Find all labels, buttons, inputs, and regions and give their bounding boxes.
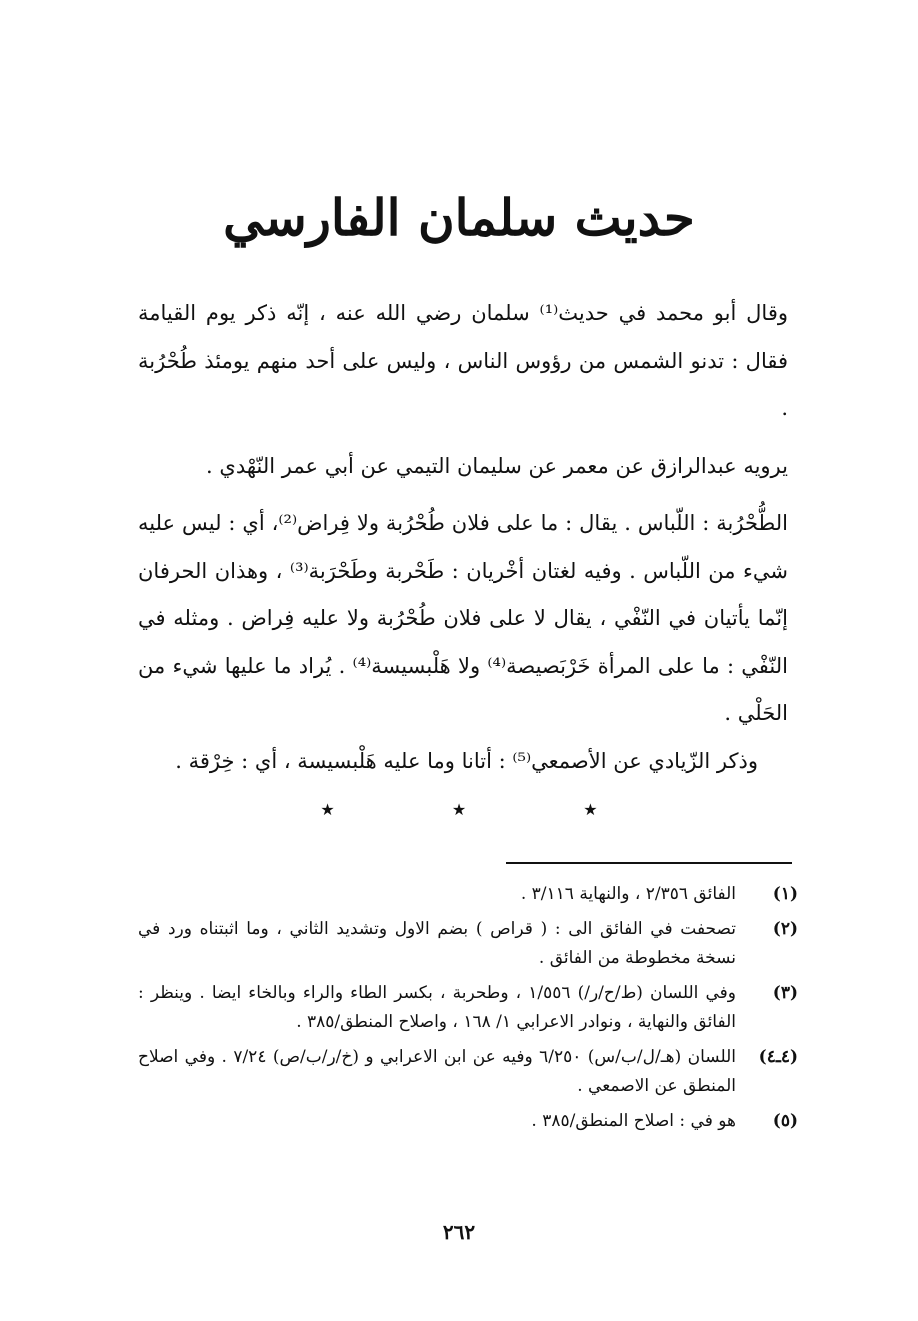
section-divider-stars: ★ ★ ★ [320,800,654,819]
footnote-number: (١) [772,884,798,904]
footnote-text: تصحفت في الفائق الى : ( قراص ) بضم الاول وتشديد الثاني ، وما اثبتناه ورد في نسخة مخطوطة من الفائق . [138,919,736,968]
paragraph: يرويه عبدالرازق عن معمر عن سليمان التيمي عن أبي عمر النّهْدي . [206,453,788,478]
footnote-number: (٤ـ٤) [758,1047,798,1067]
footnote [138,880,798,909]
footnote-number: (٢) [772,919,798,939]
footnote [138,1043,798,1101]
footnote-separator [506,862,792,864]
footnote [138,979,798,1037]
footnote-text: الفائق ٢/٣٥٦ ، والنهاية ٣/١١٦ . [520,884,736,904]
paragraph: وذكر الزّيادي عن الأصمعي⁽⁵⁾ : أتانا وما عليه هَلْبسيسة ، أي : خِرْقة . [175,748,758,773]
paragraph: الطُّحْرُبة : اللّباس . يقال : ما على فلان طُحْرُبة ولا فِراض⁽²⁾، أي : ليس عليه شيء من اللّباس . وفيه لغتان أخْريان : طَحْربة وطَحْرَبة⁽³⁾ ، وهذان الحرفان إنّما يأتيان في النّفْي ، يقال لا على فلان طُحْرُبة ولا عليه فِراض . ومثله في النّفْي : ما على المرأة خَرْبَصيصة⁽⁴⁾ ولا هَلْبسيسة⁽⁴⁾ . يُراد ما عليها شيء من الحَلْي . [138,511,788,725]
footnotes [138,880,798,1142]
page-title: حديث سلمان الفارسي [223,188,695,247]
footnote [138,915,798,973]
footnote-text: هو في : اصلاح المنطق/٣٨٥ . [531,1111,736,1131]
footnote-number: (٥) [772,1111,798,1131]
footnote-number: (٣) [772,983,798,1003]
footnote-text: وفي اللسان (ط/ح/ر/) ١/٥٥٦ ، وطحربة ، بكسر الطاء والراء وبالخاء ايضا . وينظر : الفائق والنهاية ، ونوادر الاعرابي ١/ ١٦٨ ، واصلاح المنطق/٣٨٥ . [138,983,736,1032]
footnote [138,1107,798,1136]
page-number: ٢٦٢ [442,1220,476,1244]
footnote-text: اللسان (هـ/ل/ب/س) ٦/٢٥٠ وفيه عن ابن الاعرابي و (خ/ر/ب/ص) ٧/٢٤ . وفي اصلاح المنطق عن الاصمعي . [138,1047,737,1096]
main-text [138,290,788,785]
paragraph: وقال أبو محمد في حديث⁽¹⁾ سلمان رضي الله عنه ، إنّه ذكر يوم القيامة فقال : تدنو الشمس من رؤوس الناس ، وليس على أحد منهم يومئذ طُحْرُبة . [138,301,788,420]
